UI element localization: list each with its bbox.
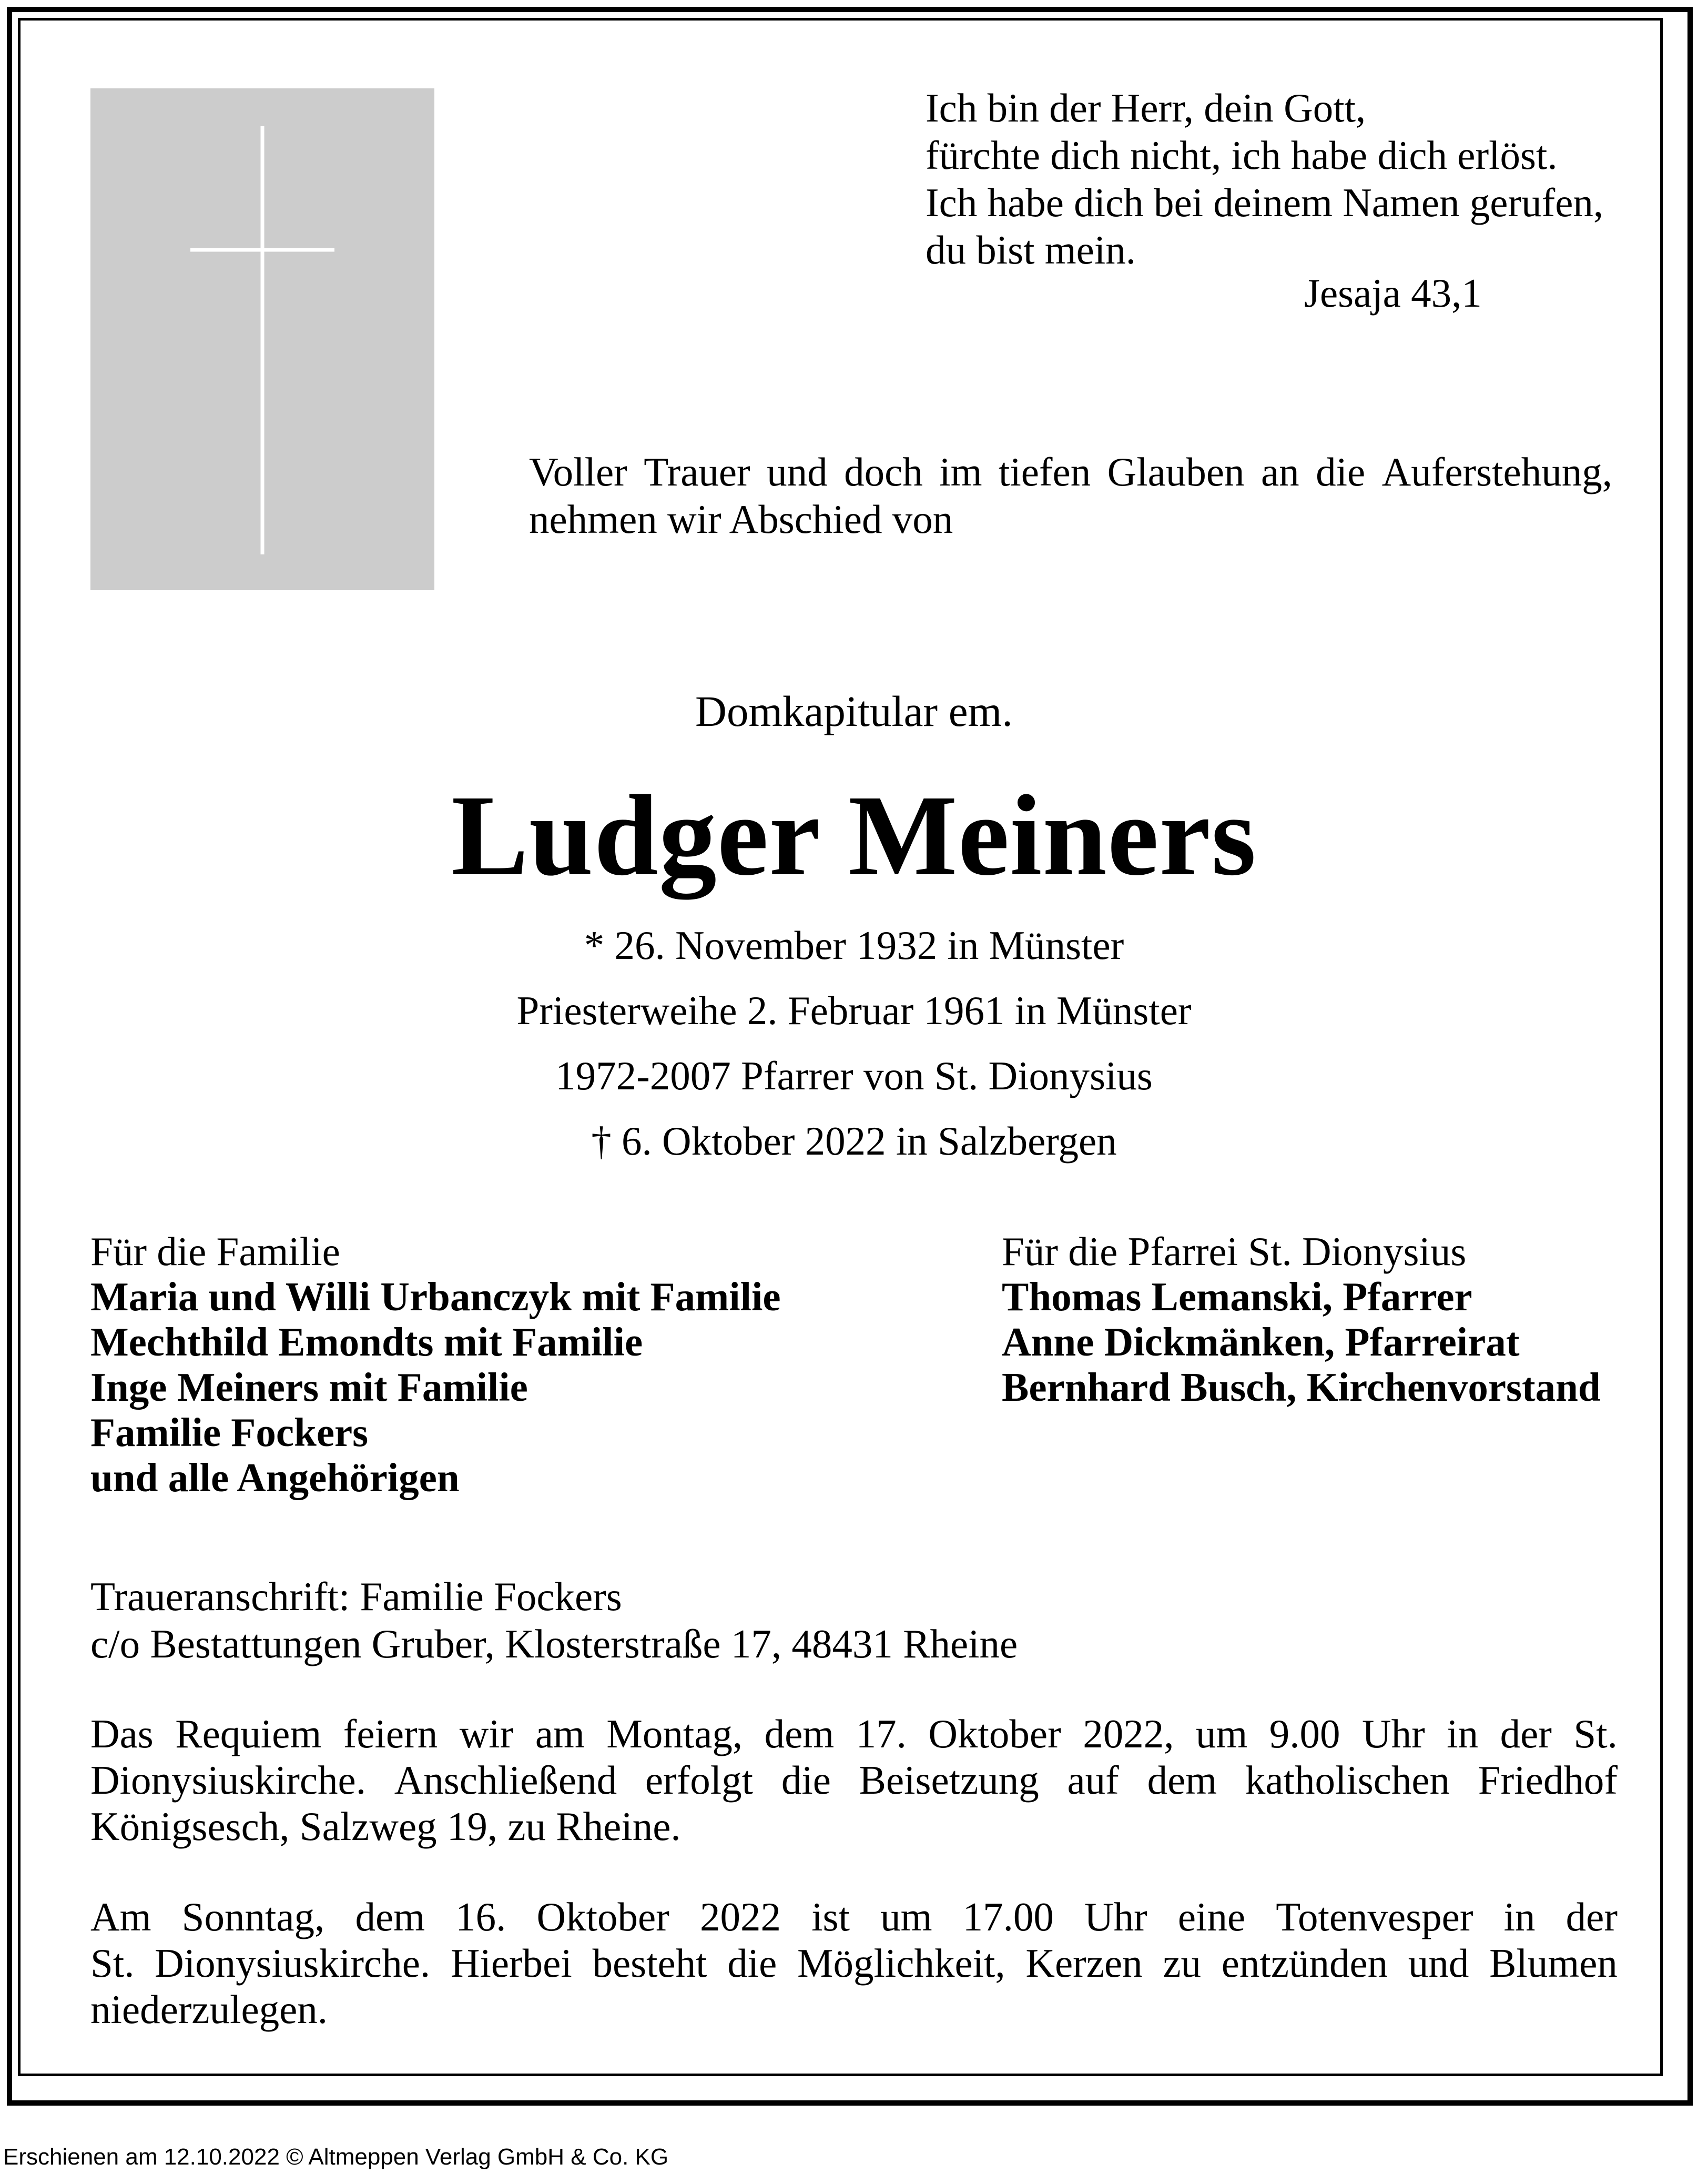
address-line: c/o Bestattungen Gruber, Klosterstraße 17, 48431 Rheine (90, 1621, 1018, 1666)
word: Totenvesper (1276, 1894, 1473, 1939)
parish-signatories (1002, 1229, 1601, 1410)
word: Auferstehung, (1381, 449, 1612, 494)
word: Requiem (175, 1711, 322, 1756)
word: die (781, 1757, 831, 1803)
word: der (1500, 1711, 1552, 1756)
word: Anschließend (394, 1757, 617, 1803)
word: entzünden (1221, 1940, 1388, 1986)
family-name: Mechthild Emondts mit Familie (90, 1319, 643, 1364)
word: eine (1177, 1894, 1246, 1939)
word: Möglichkeit, (797, 1940, 1005, 1986)
family-name: Familie Fockers (90, 1410, 369, 1455)
word: Glauben (1107, 449, 1245, 494)
word: Trauer (644, 449, 750, 494)
word: an (1260, 449, 1299, 494)
word: Sonntag, (181, 1894, 325, 1939)
verse-line: Ich habe dich bei deinem Namen gerufen, (926, 180, 1604, 225)
intro-text (529, 448, 1612, 543)
word: und (1408, 1940, 1469, 1986)
requiem-line-justified (90, 1711, 1618, 1757)
word: 17.00 (962, 1894, 1054, 1939)
mourning-address (90, 1573, 1018, 1667)
vespers-notice (90, 1894, 1618, 2033)
parish-name: Anne Dickmänken, Pfarreirat (1002, 1319, 1520, 1364)
word: die (1316, 449, 1366, 494)
pastor-tenure: 1972-2007 Pfarrer von St. Dionysius (555, 1053, 1153, 1098)
requiem-line: Königsesch, Salzweg 19, zu Rheine. (90, 1804, 681, 1849)
family-name: und alle Angehörigen (90, 1455, 460, 1500)
cross-icon (90, 88, 434, 590)
word: Uhr (1362, 1711, 1425, 1756)
word: 9.00 (1269, 1711, 1340, 1756)
word: zu (1163, 1940, 1202, 1986)
word: um (1195, 1711, 1248, 1756)
parish-heading: Für die Pfarrei St. Dionysius (1002, 1229, 1467, 1274)
word: und (767, 449, 828, 494)
vespers-line-justified (90, 1940, 1618, 1986)
address-line: Traueranschrift: Familie Fockers (90, 1574, 622, 1619)
word: Kerzen (1025, 1940, 1143, 1986)
family-signatories (90, 1229, 781, 1500)
word: 17. (856, 1711, 907, 1756)
word: um (880, 1894, 932, 1939)
word: auf (1067, 1757, 1119, 1803)
bible-verse (926, 84, 1651, 274)
word: im (939, 449, 982, 494)
word: ist (811, 1894, 850, 1939)
family-name: Maria und Willi Urbanczyk mit Familie (90, 1274, 781, 1319)
word: katholischen (1245, 1757, 1450, 1803)
word: erfolgt (645, 1757, 754, 1803)
word: Oktober (928, 1711, 1061, 1756)
ordination-date: Priesterweihe 2. Februar 1961 in Münster (516, 988, 1192, 1033)
word: in (1503, 1894, 1536, 1939)
word: in (1447, 1711, 1479, 1756)
parish-name: Thomas Lemanski, Pfarrer (1002, 1274, 1472, 1319)
requiem-notice (90, 1711, 1618, 1849)
vespers-line: niederzulegen. (90, 1987, 328, 2032)
word: Montag, (606, 1711, 743, 1756)
word: dem (1147, 1757, 1217, 1803)
word: 2022 (700, 1894, 781, 1939)
word: Oktober (536, 1894, 669, 1939)
word: Dionysiuskirche. (155, 1940, 431, 1986)
word: die (727, 1940, 777, 1986)
word: der (1565, 1894, 1618, 1939)
requiem-line-justified (90, 1757, 1618, 1803)
word: dem (764, 1711, 835, 1756)
word: doch (844, 449, 923, 494)
intro-line-justified (529, 448, 1612, 496)
word: tiefen (998, 449, 1091, 494)
word: Uhr (1084, 1894, 1147, 1939)
cross-panel (90, 88, 434, 590)
word: Hierbei (450, 1940, 572, 1986)
verse-line: Ich bin der Herr, dein Gott, (926, 85, 1366, 130)
word: Das (90, 1711, 154, 1756)
word: wir (459, 1711, 514, 1756)
verse-line: du bist mein. (926, 227, 1136, 272)
family-heading: Für die Familie (90, 1229, 340, 1274)
family-name: Inge Meiners mit Familie (90, 1364, 528, 1410)
word: Dionysiuskirche. (90, 1757, 366, 1803)
verse-line: fürchte dich nicht, ich habe dich erlöst. (926, 133, 1558, 178)
honorific-title: Domkapitular em. (695, 687, 1013, 735)
deceased-name: Ludger Meiners (451, 771, 1257, 899)
word: feiern (343, 1711, 438, 1756)
parish-name: Bernhard Busch, Kirchenvorstand (1002, 1364, 1601, 1410)
word: Friedhof (1478, 1757, 1618, 1803)
word: 2022, (1083, 1711, 1174, 1756)
word: dem (355, 1894, 425, 1939)
death-date: † 6. Oktober 2022 in Salzbergen (591, 1118, 1117, 1164)
word: 16. (455, 1894, 506, 1939)
birth-date: * 26. November 1932 in Münster (584, 923, 1124, 968)
word: Blumen (1489, 1940, 1618, 1986)
word: Beisetzung (859, 1757, 1039, 1803)
verse-reference: Jesaja 43,1 (1304, 270, 1482, 316)
publication-footer: Erschienen am 12.10.2022 © Altmeppen Verlag GmbH & Co. KG (3, 2144, 669, 2170)
word: am (535, 1711, 585, 1756)
vespers-line-justified (90, 1894, 1618, 1940)
word: besteht (592, 1940, 707, 1986)
word: St. (90, 1940, 135, 1986)
word: Am (90, 1894, 151, 1939)
word: St. (1573, 1711, 1618, 1756)
word: Voller (529, 449, 627, 494)
intro-line: nehmen wir Abschied von (529, 497, 953, 542)
